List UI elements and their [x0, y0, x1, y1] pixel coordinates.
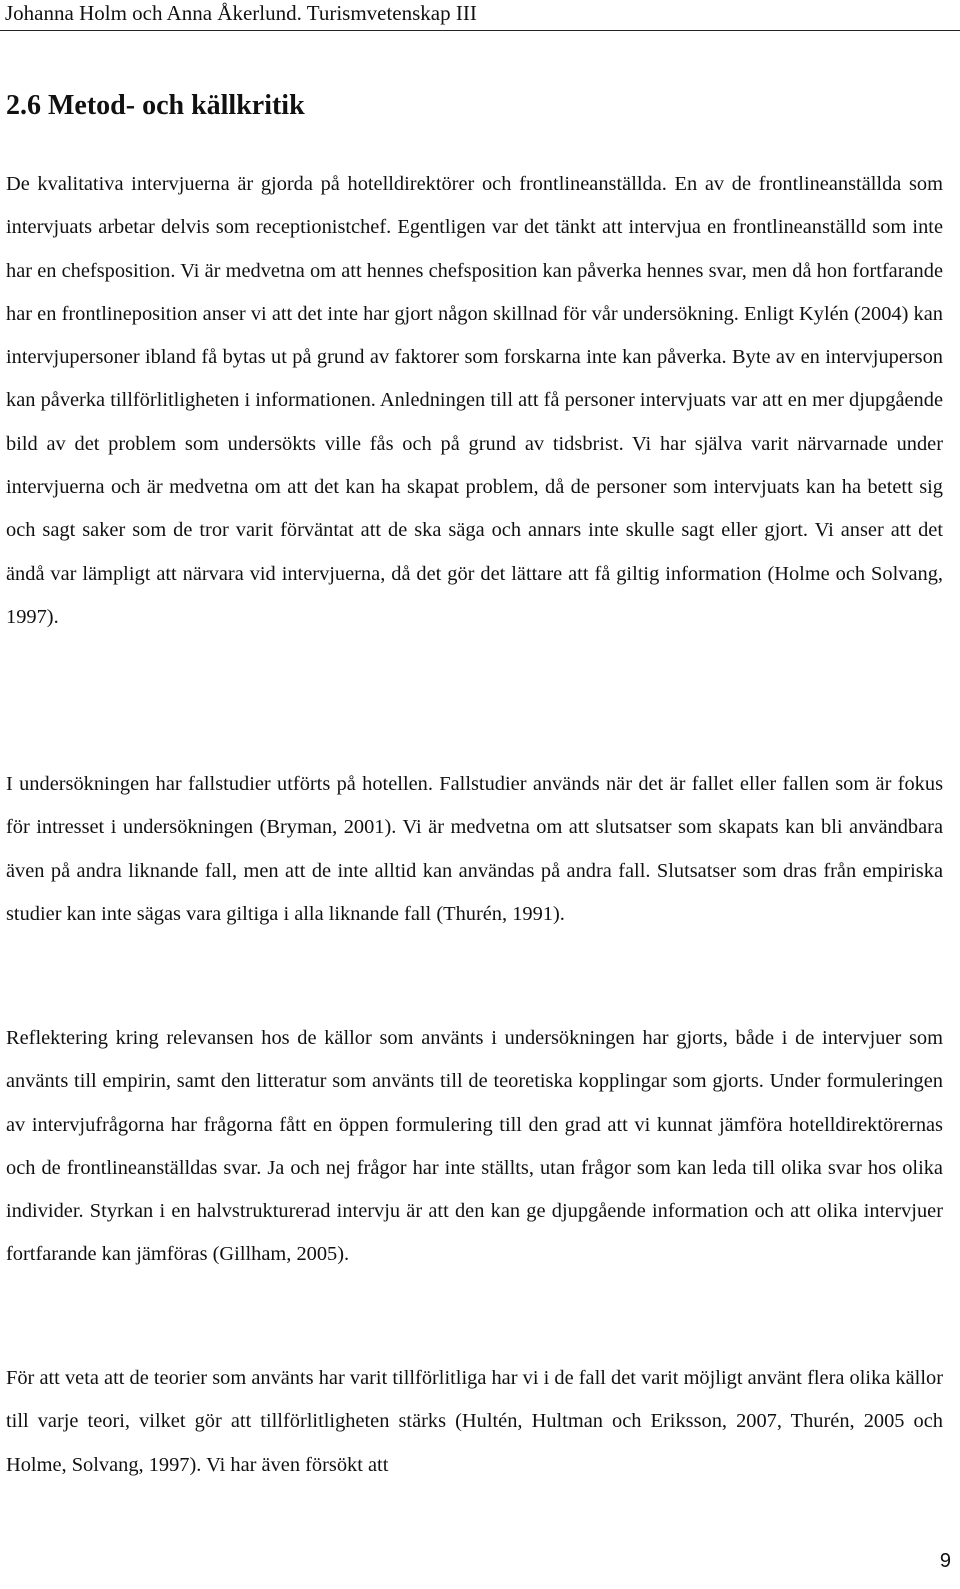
section-heading: 2.6 Metod- och källkritik: [6, 90, 305, 121]
header-rule: [0, 30, 960, 31]
paragraph-1: De kvalitativa intervjuerna är gjorda på hotelldirektörer och frontlineanställda. En av de frontlineanställda som intervjuats arbetar delvis som receptionistchef. Egentligen var det tänkt att intervjua en frontlineanställd som inte har en chefsposition. Vi är medvetna om att hennes chefsposition kan påverka hennes svar, men då hon fortfarande har en frontlineposition anser vi att det inte har gjort någon skillnad för vår undersökning. Enligt Kylén (2004) kan intervjupersoner ibland få bytas ut på grund av faktorer som forskarna inte kan påverka. Byte av en intervjuperson kan påverka tillförlitligheten i informationen. Anledningen till att få personer intervjuats var att en mer djupgående bild av det problem som undersökts ville fås och på grund av tidsbrist. Vi har själva varit närvarnade under intervjuerna och är medvetna om att det kan ha skapat problem, då de personer som intervjuats kan ha betett sig och sagt saker som de tror varit förväntat att de ska säga och annars inte skulle sagt eller gjort. Vi anser att det ändå var lämpligt att närvara vid intervjuerna, då det gör det lättare att få giltig information (Holme och Solvang, 1997).: [6, 173, 943, 628]
running-header: Johanna Holm och Anna Åkerlund. Turismvetenskap III: [5, 1, 477, 25]
paragraph-4: För att veta att de teorier som använts har varit tillförlitliga har vi i de fall det varit möjligt använt flera olika källor till varje teori, vilket gör att tillförlitligheten stärks (Hultén, Hultman och Eriksson, 2007, Thurén, 2005 och Holme, Solvang, 1997). Vi har även försökt att: [6, 1367, 943, 1476]
page-number: 9: [939, 1550, 951, 1572]
paragraph-3: Reflektering kring relevansen hos de källor som använts i undersökningen har gjorts, både i de intervjuer som använts till empirin, samt den litteratur som använts till de teoretiska kopplingar som gjorts. Under formuleringen av intervjufrågorna har frågorna fått en öppen formulering till den grad att vi kunnat jämföra hotelldirektörernas och de frontlineanställdas svar. Ja och nej frågor har inte ställts, utan frågor som kan leda till olika svar hos olika individer. Styrkan i en halvstrukturerad intervju är att den kan ge djupgående information och att olika intervjuer fortfarande kan jämföras (Gillham, 2005).: [6, 1027, 943, 1266]
paragraph-2: I undersökningen har fallstudier utförts på hotellen. Fallstudier används när det är fallet eller fallen som är fokus för intresset i undersökningen (Bryman, 2001). Vi är medvetna om att slutsatser som skapats kan bli användbara även på andra liknande fall, men att de inte alltid kan användas på andra fall. Slutsatser som dras från empiriska studier kan inte sägas vara giltiga i alla liknande fall (Thurén, 1991).: [6, 773, 943, 925]
